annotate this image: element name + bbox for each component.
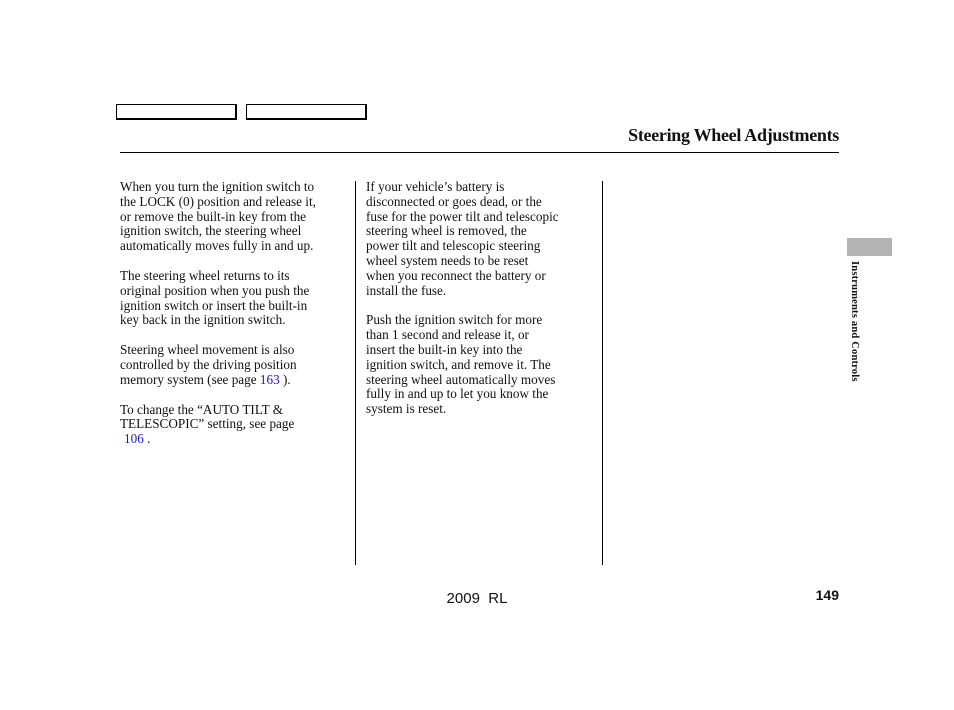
text-line: steering wheel is removed, the [366, 223, 527, 239]
text-line: ignition switch or insert the built-in [120, 297, 308, 313]
page-number: 149 [815, 587, 839, 603]
text-line: install the fuse. [366, 282, 447, 298]
text-segment: ). [279, 371, 291, 387]
text-line: ignition switch, and remove it. The [366, 356, 551, 372]
paragraph [120, 403, 348, 447]
text-line: ignition switch, the steering wheel [120, 223, 302, 239]
paragraph [120, 343, 348, 387]
section-tab-marker [847, 238, 892, 256]
text-line: automatically moves fully in and up. [120, 238, 314, 254]
text-line: When you turn the ignition switch to [120, 179, 315, 194]
text-segment: memory system (see page [120, 371, 260, 387]
text-line: The steering wheel returns to its [120, 267, 290, 283]
text-line: insert the built-in key into the [366, 341, 523, 357]
page-link-106[interactable]: 106 [124, 431, 144, 447]
text-segment: . [143, 431, 151, 447]
text-line: the LOCK (0) position and release it, [120, 193, 316, 209]
text-column-middle [366, 180, 596, 432]
text-line: key back in the ignition switch. [120, 312, 286, 328]
text-line: fuse for the power tilt and telescopic [366, 208, 559, 224]
text-line: steering wheel automatically moves [366, 371, 556, 387]
page-link-163[interactable]: 163 [259, 371, 280, 387]
paragraph [366, 180, 596, 298]
column-divider [602, 181, 603, 565]
text-line: fully in and up to let you know the [366, 386, 549, 402]
paragraph [366, 313, 596, 417]
text-line: controlled by the driving position [120, 356, 297, 372]
text-line: Steering wheel movement is also [120, 342, 295, 358]
text-line: than 1 second and release it, or [366, 327, 529, 343]
text-line [120, 432, 348, 447]
text-line: power tilt and telescopic steering [366, 238, 541, 254]
text-line: To change the “AUTO TILT & [120, 401, 284, 417]
text-column-left [120, 180, 348, 462]
text-line: wheel system needs to be reset [366, 252, 529, 268]
text-line: TELESCOPIC” setting, see page [120, 416, 295, 432]
text-line: Push the ignition switch for more [366, 312, 543, 328]
text-line: or remove the built-in key from the [120, 208, 307, 224]
section-label: Instruments and Controls [849, 261, 860, 382]
paragraph [120, 180, 348, 254]
paragraph [120, 269, 348, 328]
text-line: system is reset. [366, 401, 447, 417]
text-line: original position when you push the [120, 282, 310, 298]
text-line: disconnected or goes dead, or the [366, 193, 542, 209]
text-line: If your vehicle’s battery is [366, 179, 505, 194]
title-divider [120, 152, 839, 153]
model-label: 2009 RL [446, 590, 508, 607]
text-line [120, 373, 348, 388]
text-line: when you reconnect the battery or [366, 267, 546, 283]
page-title: Steering Wheel Adjustments [628, 125, 839, 145]
nav-button-next[interactable] [246, 104, 367, 120]
nav-button-previous[interactable] [116, 104, 237, 120]
column-divider [355, 181, 356, 565]
